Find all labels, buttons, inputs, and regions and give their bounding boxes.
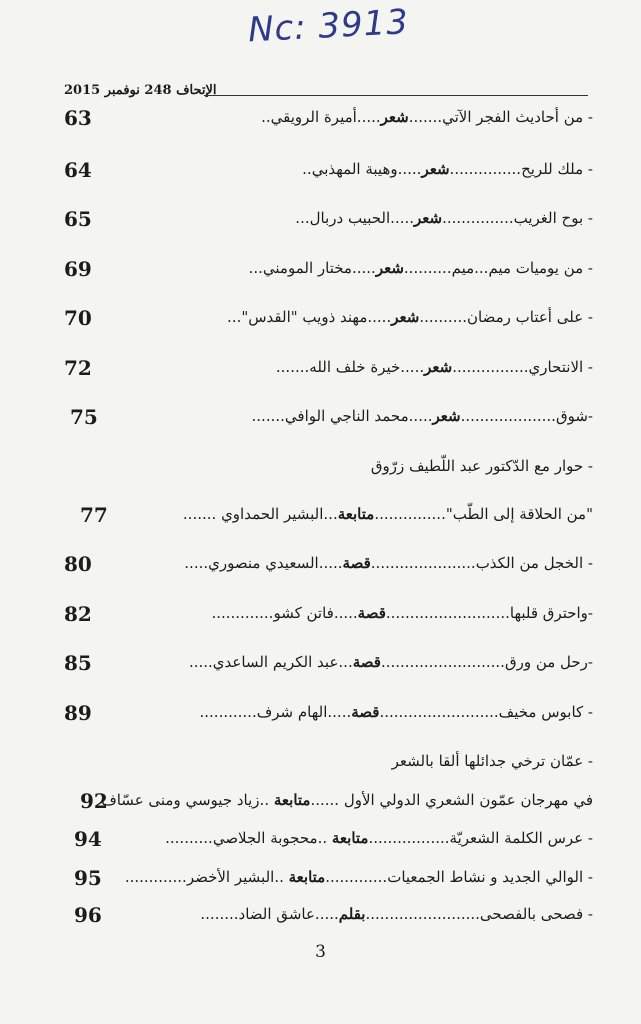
toc-author: خيرة خلف الله: [309, 358, 401, 376]
toc-genre: متابعة: [331, 829, 369, 847]
toc-entry-text: -واحترق قلبها..........................قصة.....فاتن كشو.............: [211, 604, 593, 622]
toc-title: -واحترق قلبها: [509, 604, 593, 622]
toc-title: "من الحلاقة إلى الطّب": [445, 505, 593, 523]
header-rule: [204, 95, 588, 96]
toc-title: - من يوميات ميم...ميم: [451, 259, 593, 277]
toc-entry-text: -رحل من ورق..........................قصة...عبد الكريم الساعدي.....: [188, 653, 593, 671]
toc-entry: [60, 787, 593, 819]
toc-author: السعيدي منصوري: [208, 554, 319, 572]
toc-entry-text: - بوح الغريب...............شعر.....الحبيب دربال...: [295, 209, 593, 227]
toc-genre: متابعة: [273, 791, 311, 809]
toc-entry: [60, 104, 593, 136]
toc-entry-text: - الخجل من الكذب......................قصة.....السعيدي منصوري.....: [184, 554, 593, 572]
toc-title: - فصحى بالفصحى: [479, 905, 593, 923]
running-header: [64, 83, 588, 103]
toc-genre: شعر: [375, 259, 404, 277]
toc-author: عبد الكريم الساعدي: [212, 653, 339, 671]
toc-author: زياد جيوسي ومنى عسّاف: [101, 791, 260, 809]
toc-page-number: 85: [64, 651, 92, 675]
toc-title: - من أحاديث الفجر الآتي: [442, 108, 593, 126]
toc-genre: متابعة: [288, 868, 326, 886]
toc-title: - ملك للريح: [521, 160, 593, 178]
toc-author: محمد الناجي الوافي: [284, 407, 409, 425]
toc-entry: [60, 901, 593, 933]
toc-page-number: 96: [74, 903, 102, 927]
toc-entry: [60, 156, 593, 188]
toc-entry-text: - من يوميات ميم...ميم..........شعر.....مختار المومني...: [248, 259, 593, 277]
handwritten-note: Nc: 3913: [247, 2, 410, 51]
toc-entry-text: - الانتحاري................شعر.....خيرة خلف الله.......: [275, 358, 593, 376]
toc-genre: شعر: [421, 160, 450, 178]
toc-entry-text: "من الحلاقة إلى الطّب"...............متابعة...البشير الحمداوي .......: [182, 505, 593, 523]
toc-title: - الخجل من الكذب: [475, 554, 593, 572]
toc-genre: شعر: [391, 308, 420, 326]
toc-page-number: 89: [64, 701, 92, 725]
toc-entry: [60, 304, 593, 336]
toc-author: أميرة الرويقي: [270, 108, 357, 126]
toc-author: الهام شرف: [256, 703, 328, 721]
toc-genre: قصة: [351, 703, 380, 721]
toc-genre: شعر: [432, 407, 461, 425]
toc-entry: [60, 748, 593, 780]
toc-author: فاتن كشو: [273, 604, 334, 622]
toc-genre: قصة: [352, 653, 381, 671]
toc-page-number: 63: [64, 106, 92, 130]
toc-entry: [60, 403, 593, 435]
toc-page-number: 69: [64, 257, 92, 281]
toc-author: البشير الأخضر: [186, 868, 275, 886]
toc-author: وهيبة المهذبي: [311, 160, 398, 178]
toc-entry: [60, 864, 593, 896]
toc-entry-text: - عمّان ترخي جدائلها ألقا بالشعر: [391, 752, 593, 770]
toc-title: - عرس الكلمة الشعريّة: [449, 829, 593, 847]
toc-title: - على أعتاب رمضان: [467, 308, 593, 326]
toc-entry-text: - عرس الكلمة الشعريّة.................متابعة ..محجوبة الجلاصي..........: [165, 829, 593, 847]
toc-genre: شعر: [414, 209, 443, 227]
toc-entry: [60, 205, 593, 237]
toc-author: البشير الحمداوي: [221, 505, 324, 523]
toc-entry: [60, 825, 593, 857]
toc-entry: [60, 453, 593, 485]
toc-page-number: 80: [64, 552, 92, 576]
toc-genre: قصة: [357, 604, 386, 622]
toc-entry-text: في مهرجان عمّون الشعري الدولي الأول ......متابعة ..زياد جيوسي ومنى عسّاف: [101, 791, 593, 809]
toc-genre: قصة: [342, 554, 371, 572]
toc-entry-text: - كابوس مخيف.........................قصة.....الهام شرف............: [199, 703, 593, 721]
toc-genre: بقلم: [338, 905, 366, 923]
toc-title: - كابوس مخيف: [498, 703, 593, 721]
page-number: 3: [315, 942, 326, 962]
toc-page-number: 77: [80, 503, 108, 527]
toc-genre: شعر: [380, 108, 409, 126]
toc-author: الحبيب دربال: [309, 209, 391, 227]
toc-page-number: 65: [64, 207, 92, 231]
toc-page-number: 75: [70, 405, 98, 429]
toc-page-number: 72: [64, 356, 92, 380]
toc-title: -شوق: [555, 407, 593, 425]
toc-page-number: 82: [64, 602, 92, 626]
toc-author: مهند ذويب "القدس": [241, 308, 368, 326]
toc-author: مختار المومني: [262, 259, 352, 277]
toc-entry: [60, 255, 593, 287]
toc-title: - بوح الغريب: [513, 209, 593, 227]
toc-entry-text: - على أعتاب رمضان..........شعر.....مهند ذويب "القدس"...: [227, 308, 593, 326]
toc-author: عاشق الضاد: [238, 905, 315, 923]
toc-entry-text: - حوار مع الدّكتور عبد اللّطيف زرّوق: [370, 457, 593, 475]
toc-entry-text: - الوالي الجديد و نشاط الجمعيات.............متابعة ..البشير الأخضر.............: [124, 868, 593, 886]
toc-author: محجوبة الجلاصي: [212, 829, 318, 847]
toc-page-number: 95: [74, 866, 102, 890]
toc-page-number: 92: [80, 789, 108, 813]
toc-entry-text: - من أحاديث الفجر الآتي.......شعر.....أميرة الرويقي..: [261, 108, 593, 126]
toc-entry-text: - ملك للريح...............شعر.....وهيبة المهذبي..: [302, 160, 593, 178]
toc-entry: [60, 354, 593, 386]
toc-title: - الانتحاري: [528, 358, 593, 376]
toc-genre: متابعة: [337, 505, 375, 523]
toc-page-number: 94: [74, 827, 102, 851]
toc-entry: [60, 550, 593, 582]
toc-entry: [60, 699, 593, 731]
toc-entry: [60, 649, 593, 681]
toc-title: - الوالي الجديد و نشاط الجمعيات: [387, 868, 593, 886]
toc-entry: [60, 600, 593, 632]
toc-entry-text: - فصحى بالفصحى........................بقلم.....عاشق الضاد........: [200, 905, 593, 923]
issue-info: الإتحاف 248 نوفمبر 2015: [64, 83, 217, 98]
toc-genre: شعر: [424, 358, 453, 376]
toc-entry: [60, 501, 593, 533]
toc-title: -رحل من ورق: [504, 653, 593, 671]
toc-page-number: 70: [64, 306, 92, 330]
toc-title: في مهرجان عمّون الشعري الدولي الأول: [343, 791, 593, 809]
toc-page-number: 64: [64, 158, 92, 182]
toc-entry-text: -شوق....................شعر.....محمد الناجي الوافي.......: [251, 407, 593, 425]
